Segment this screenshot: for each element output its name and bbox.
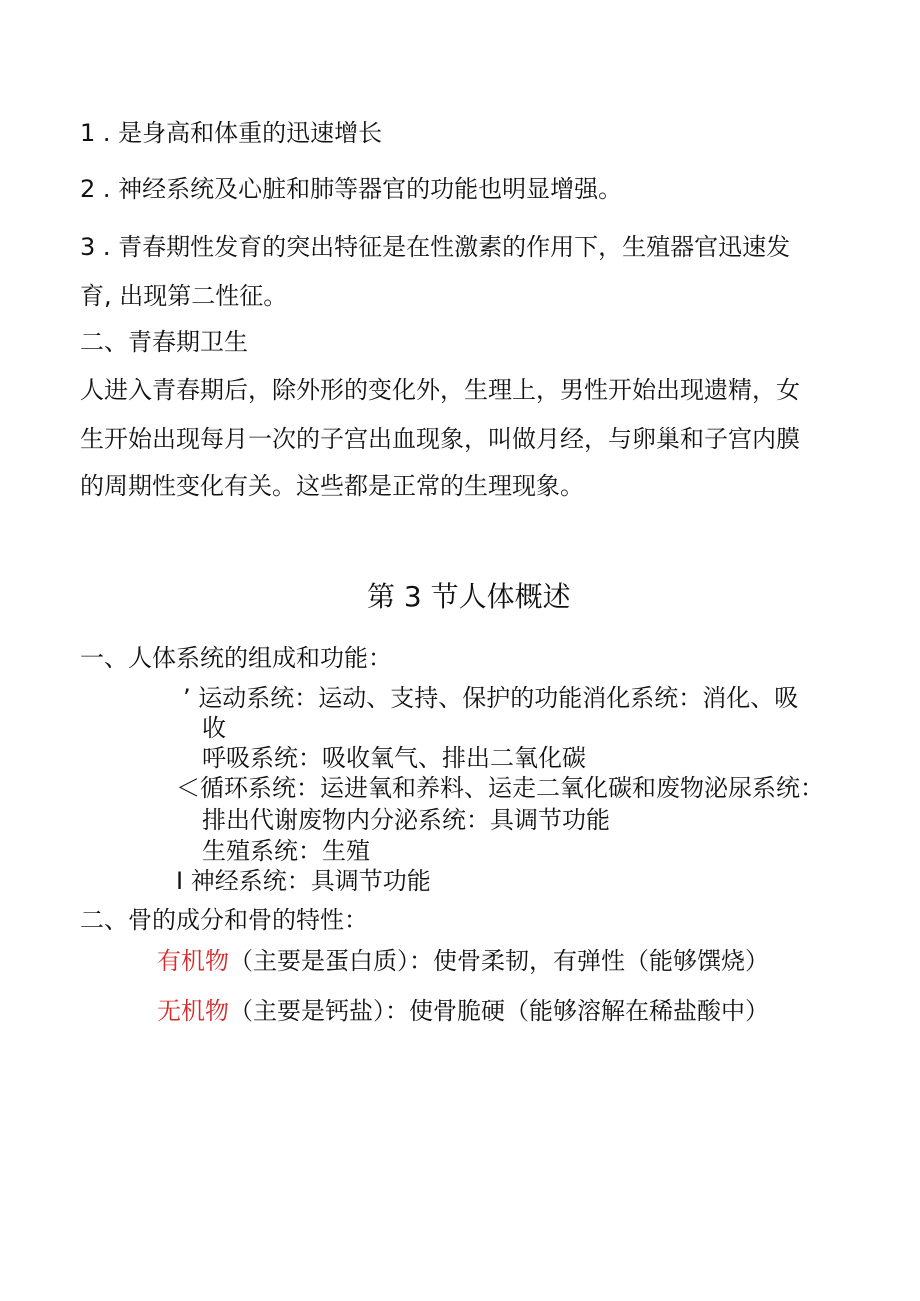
- bone-heading: 二、骨的成分和骨的特性：: [80, 906, 368, 934]
- section-title: 第 3 节人体概述: [367, 580, 571, 613]
- growth-item-3-line-1: 3 . 青春期性发育的突出特征是在性激素的作用下，生殖器官迅速发: [80, 233, 791, 261]
- growth-item-2: 2 . 神经系统及心脏和肺等器官的功能也明显增强。: [80, 175, 623, 203]
- systems-heading: 一、人体系统的组成和功能：: [80, 644, 392, 672]
- systems-line-4: ＜循环系统：运进氧和养料、运走二氧化碳和废物泌尿系统：: [176, 774, 824, 802]
- growth-item-1: 1 . 是身高和体重的迅速增长: [80, 119, 383, 147]
- systems-line-2: 收: [202, 714, 226, 742]
- hygiene-paragraph-line-2: 生开始出现每月一次的子宫出血现象，叫做月经，与卵巢和子宫内膜: [80, 425, 800, 453]
- organic-matter-row: [157, 946, 769, 976]
- growth-item-3-line-2: 育, 出现第二性征。: [80, 282, 288, 310]
- systems-line-5: 排出代谢废物内分泌系统：具调节功能: [202, 806, 610, 834]
- inorganic-matter-term: 无机物: [157, 997, 229, 1025]
- systems-line-3: 呼吸系统：吸收氧气、排出二氧化碳: [202, 744, 586, 772]
- organic-matter-term: 有机物: [157, 947, 229, 975]
- inorganic-matter-description: （主要是钙盐）：使骨脆硬（能够溶解在稀盐酸中）: [229, 997, 769, 1025]
- hygiene-heading: 二、青春期卫生: [80, 328, 248, 356]
- hygiene-paragraph-line-3: 的周期性变化有关。这些都是正常的生理现象。: [80, 472, 584, 500]
- inorganic-matter-row: [157, 996, 769, 1026]
- organic-matter-description: （主要是蛋白质）：使骨柔韧，有弹性（能够馔烧）: [229, 947, 769, 975]
- systems-line-7: I 神经系统：具调节功能: [176, 867, 431, 895]
- hygiene-paragraph-line-1: 人进入青春期后，除外形的变化外，生理上，男性开始出现遗精，女: [80, 376, 800, 404]
- systems-line-1: ’ 运动系统：运动、支持、保护的功能消化系统：消化、吸: [183, 684, 799, 712]
- systems-line-6: 生殖系统：生殖: [202, 837, 370, 865]
